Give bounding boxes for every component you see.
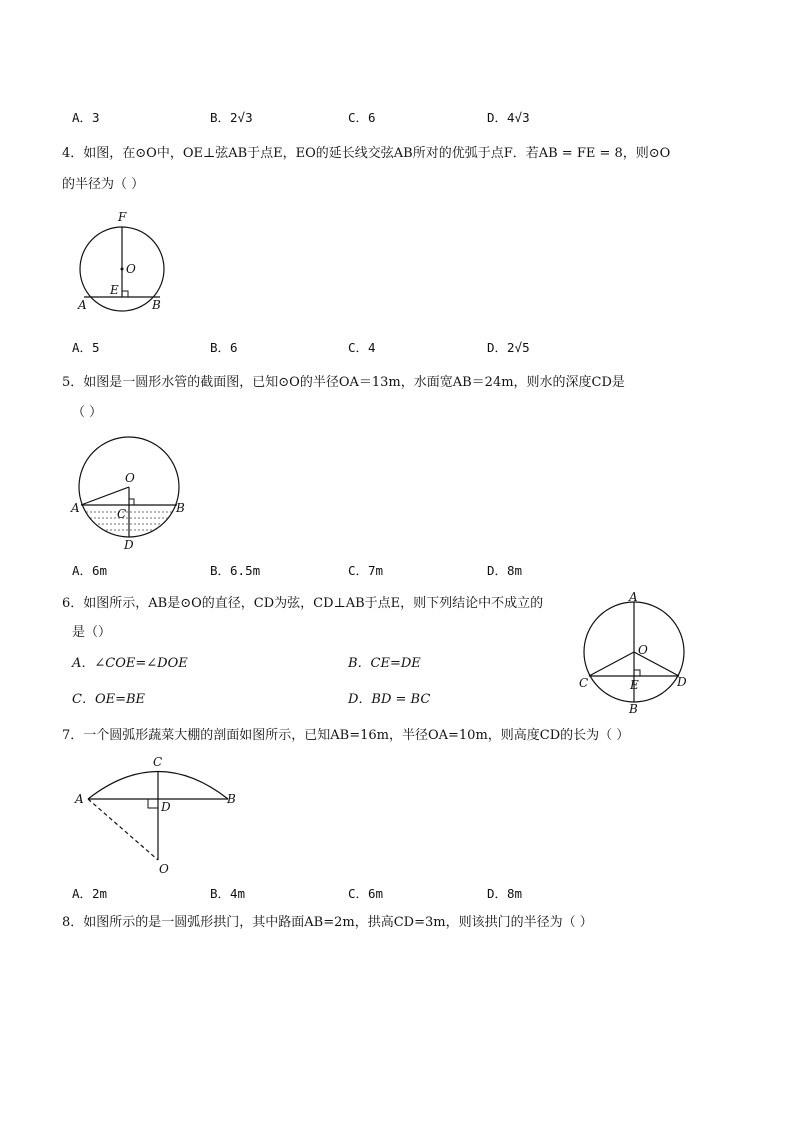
q4-label-f: F (118, 210, 127, 224)
q6-label-b: B (629, 702, 638, 716)
q6-stem-line1: 6．如图所示，AB是⊙O的直径，CD为弦，CD⊥AB于点E，则下列结论中不成立的 (62, 596, 544, 611)
q7-label-a: A (75, 792, 84, 806)
q5-label-b: B (176, 501, 185, 515)
q6-label-a: A (629, 592, 638, 604)
q5-option-c: C．7m (348, 563, 384, 578)
q4-label-o: O (126, 262, 136, 276)
q4-center-dot (121, 268, 124, 271)
q5-label-o: O (125, 471, 135, 485)
q6-option-d: D．BD = BC (348, 692, 431, 707)
q7-label-d: D (161, 800, 171, 814)
q8-stem-line1: 8．如图所示的是一圆弧形拱门，其中路面AB=2m，拱高CD=3m，则该拱门的半径为（ ） (62, 915, 593, 930)
q4-option-b: B．6 (210, 340, 238, 355)
q6-option-c: C．OE=BE (72, 692, 146, 707)
q4-label-a: A (78, 298, 87, 312)
q4-option-c: C．4 (348, 340, 376, 355)
q5-label-d: D (124, 538, 134, 552)
q7-option-a: A．2m (72, 886, 108, 901)
q7-label-c: C (153, 755, 163, 769)
q4-label-b: B (152, 298, 161, 312)
q5-option-b: B．6.5m (210, 563, 261, 578)
q7-right-angle-mark (148, 799, 158, 808)
q7-figure (70, 752, 250, 878)
q4-right-angle-mark (122, 291, 128, 297)
q6-label-d: D (677, 675, 687, 689)
q3-option-a: A．3 (72, 110, 100, 125)
q3-option-d: D．4√3 (487, 110, 530, 125)
q7-option-d: D．8m (487, 886, 523, 901)
q6-label-c: C (579, 676, 589, 690)
q5-stem-line2: （ ） (72, 405, 103, 420)
q4-option-d: D．2√5 (487, 340, 530, 355)
q5-option-a: A．6m (72, 563, 108, 578)
q4-label-e: E (110, 283, 119, 297)
q6-right-angle-mark (634, 670, 640, 676)
q5-label-c: C (117, 507, 127, 521)
q6-option-a: A．∠COE=∠DOE (72, 656, 188, 671)
q6-label-e: E (630, 678, 639, 692)
q6-label-o: O (638, 643, 648, 657)
q6-stem-line2: 是（） (72, 625, 112, 640)
q5-option-d: D．8m (487, 563, 523, 578)
q4-stem-line1: 4．如图，在⊙O中，OE⊥弦AB于点E，EO的延长线交弦AB所对的优弧于点F．若AB = FE = 8，则⊙O (62, 146, 671, 161)
q4-figure (72, 205, 172, 317)
q5-figure (68, 432, 190, 552)
q5-right-angle-mark (129, 499, 134, 505)
q6-figure (574, 592, 694, 716)
q7-label-o: O (159, 862, 169, 876)
q7-option-b: B．4m (210, 886, 246, 901)
q5-stem-line1: 5．如图是一圆形水管的截面图，已知⊙O的半径OA＝13m，水面宽AB＝24m，则水的深度CD是 (62, 375, 625, 390)
q3-option-b: B．2√3 (210, 110, 253, 125)
q4-option-a: A．5 (72, 340, 100, 355)
q6-option-b: B．CE=DE (348, 656, 421, 671)
q3-option-c: C．6 (348, 110, 376, 125)
q4-stem-line2: 的半径为（ ） (62, 177, 145, 192)
q5-label-a: A (71, 501, 80, 515)
q7-option-c: C．6m (348, 886, 384, 901)
q7-label-b: B (227, 792, 236, 806)
q7-stem-line1: 7．一个圆弧形蔬菜大棚的剖面如图所示，已知AB=16m，半径OA=10m，则高度CD的长为（ ） (62, 728, 630, 743)
q5-radius-oa (81, 487, 129, 505)
q6-segment-oc (589, 652, 634, 676)
